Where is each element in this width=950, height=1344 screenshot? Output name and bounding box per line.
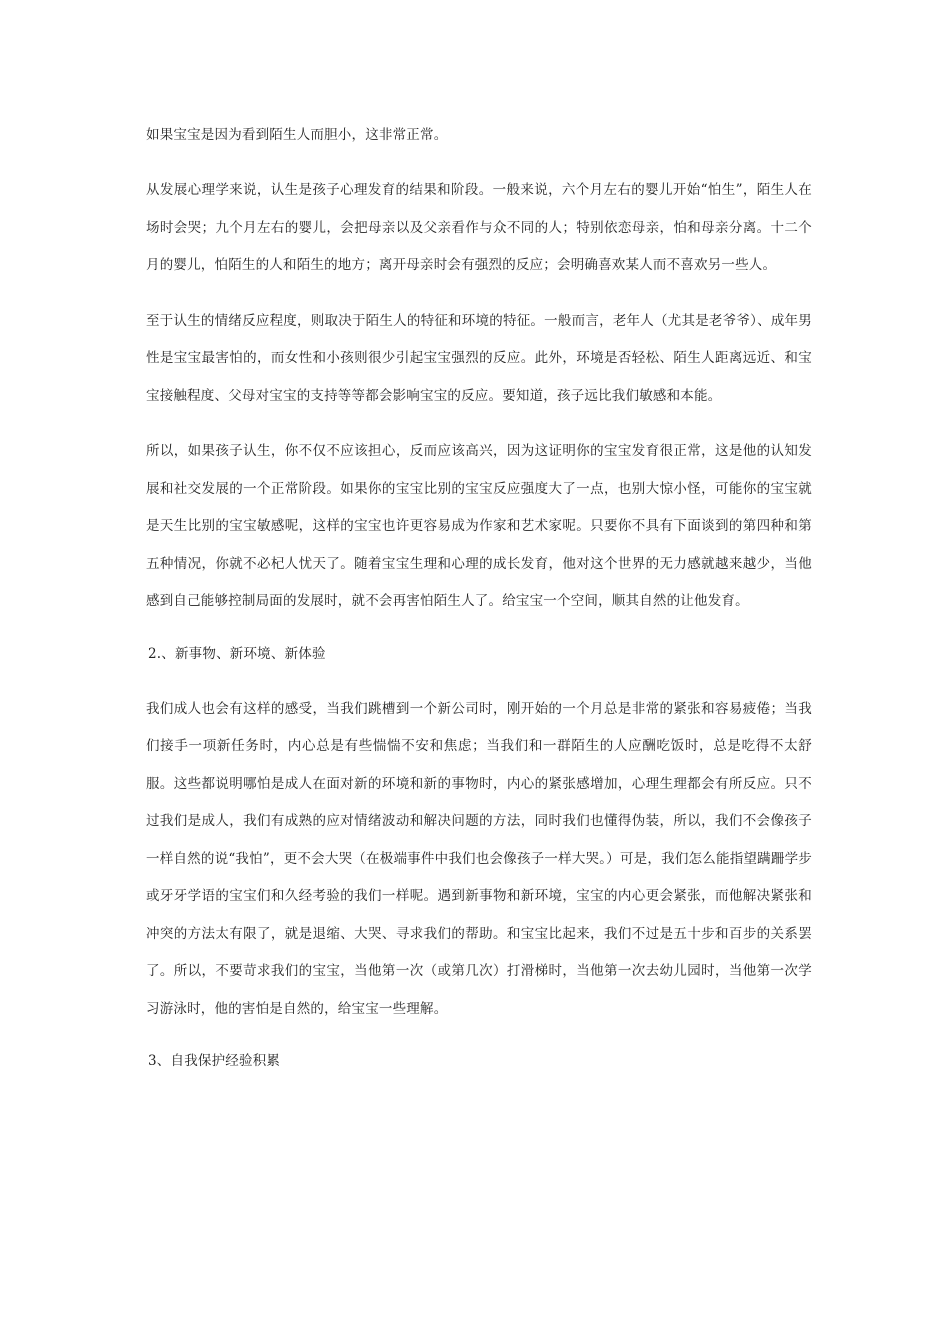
paragraph-intro: 如果宝宝是因为看到陌生人而胆小，这非常正常。 [146, 127, 448, 143]
paragraph-emotional-response: 至于认生的情绪反应程度，则取决于陌生人的特征和环境的特征。一般而言，老年人（尤其是老爷爷）、成年男性是宝宝最害怕的，而女性和小孩则很少引起宝宝强烈的反应。此外，环境是否轻松、陌生人距离远近、和宝宝接触程度、父母对宝宝的支持等等都会影响宝宝的反应。要知道，孩子远比我们敏感和本能。 [146, 312, 812, 404]
document-body [146, 120, 812, 1098]
section-heading-2: 2.、新事物、新环境、新体验 [148, 645, 326, 662]
paragraph-dont-worry: 所以，如果孩子认生，你不仅不应该担心，反而应该高兴，因为这证明你的宝宝发育很正常，这是他的认知发展和社交发展的一个正常阶段。如果你的宝宝比别的宝宝反应强度大了一点，也别大惊小怪，可能你的宝宝就是天生比别的宝宝敏感呢，这样的宝宝也许更容易成为作家和艺术家呢。只要你不具有下面谈到的第四种和第五种情况，你就不必杞人忧天了。随着宝宝生理和心理的成长发育，他对这个世界的无力感就越来越少，当他感到自己能够控制局面的发展时，就不会再害怕陌生人了。给宝宝一个空间，顺其自然的让他发育。 [146, 443, 812, 609]
section-heading-3: 3、自我保护经验积累 [148, 1053, 281, 1069]
paragraph-new-things: 我们成人也会有这样的感受，当我们跳槽到一个新公司时，刚开始的一个月总是非常的紧张和容易疲倦；当我们接手一项新任务时，内心总是有些惴惴不安和焦虑；当我们和一群陌生的人应酬吃饭时，总是吃得不太舒服。这些都说明哪怕是成人在面对新的环境和新的事物时，内心的紧张感增加，心理生理都会有所反应。只不过我们是成人，我们有成熟的应对情绪波动和解决问题的方法，同时我们也懂得伪装，所以，我们不会像孩子一样自然的说“我怕”，更不会大哭（在极端事件中我们也会像孩子一样大哭。）可是，我们怎么能指望蹒跚学步或牙牙学语的宝宝们和久经考验的我们一样呢。遇到新事物和新环境，宝宝的内心更会紧张，而他解决紧张和冲突的方法太有限了，就是退缩、大哭、寻求我们的帮助。和宝宝比起来，我们不过是五十步和百步的关系罢了。所以，不要苛求我们的宝宝，当他第一次（或第几次）打滑梯时，当他第一次去幼儿园时，当他第一次学习游泳时，他的害怕是自然的，给宝宝一些理解。 [146, 700, 812, 1017]
paragraph-developmental-psychology: 从发展心理学来说，认生是孩子心理发育的结果和阶段。一般来说，六个月左右的婴儿开始“怕生”，陌生人在场时会哭；九个月左右的婴儿，会把母亲以及父亲看作与众不同的人；特别依恋母亲，怕和母亲分离。十二个月的婴儿，怕陌生的人和陌生的地方；离开母亲时会有强烈的反应；会明确喜欢某人而不喜欢另一些人。 [146, 182, 812, 273]
